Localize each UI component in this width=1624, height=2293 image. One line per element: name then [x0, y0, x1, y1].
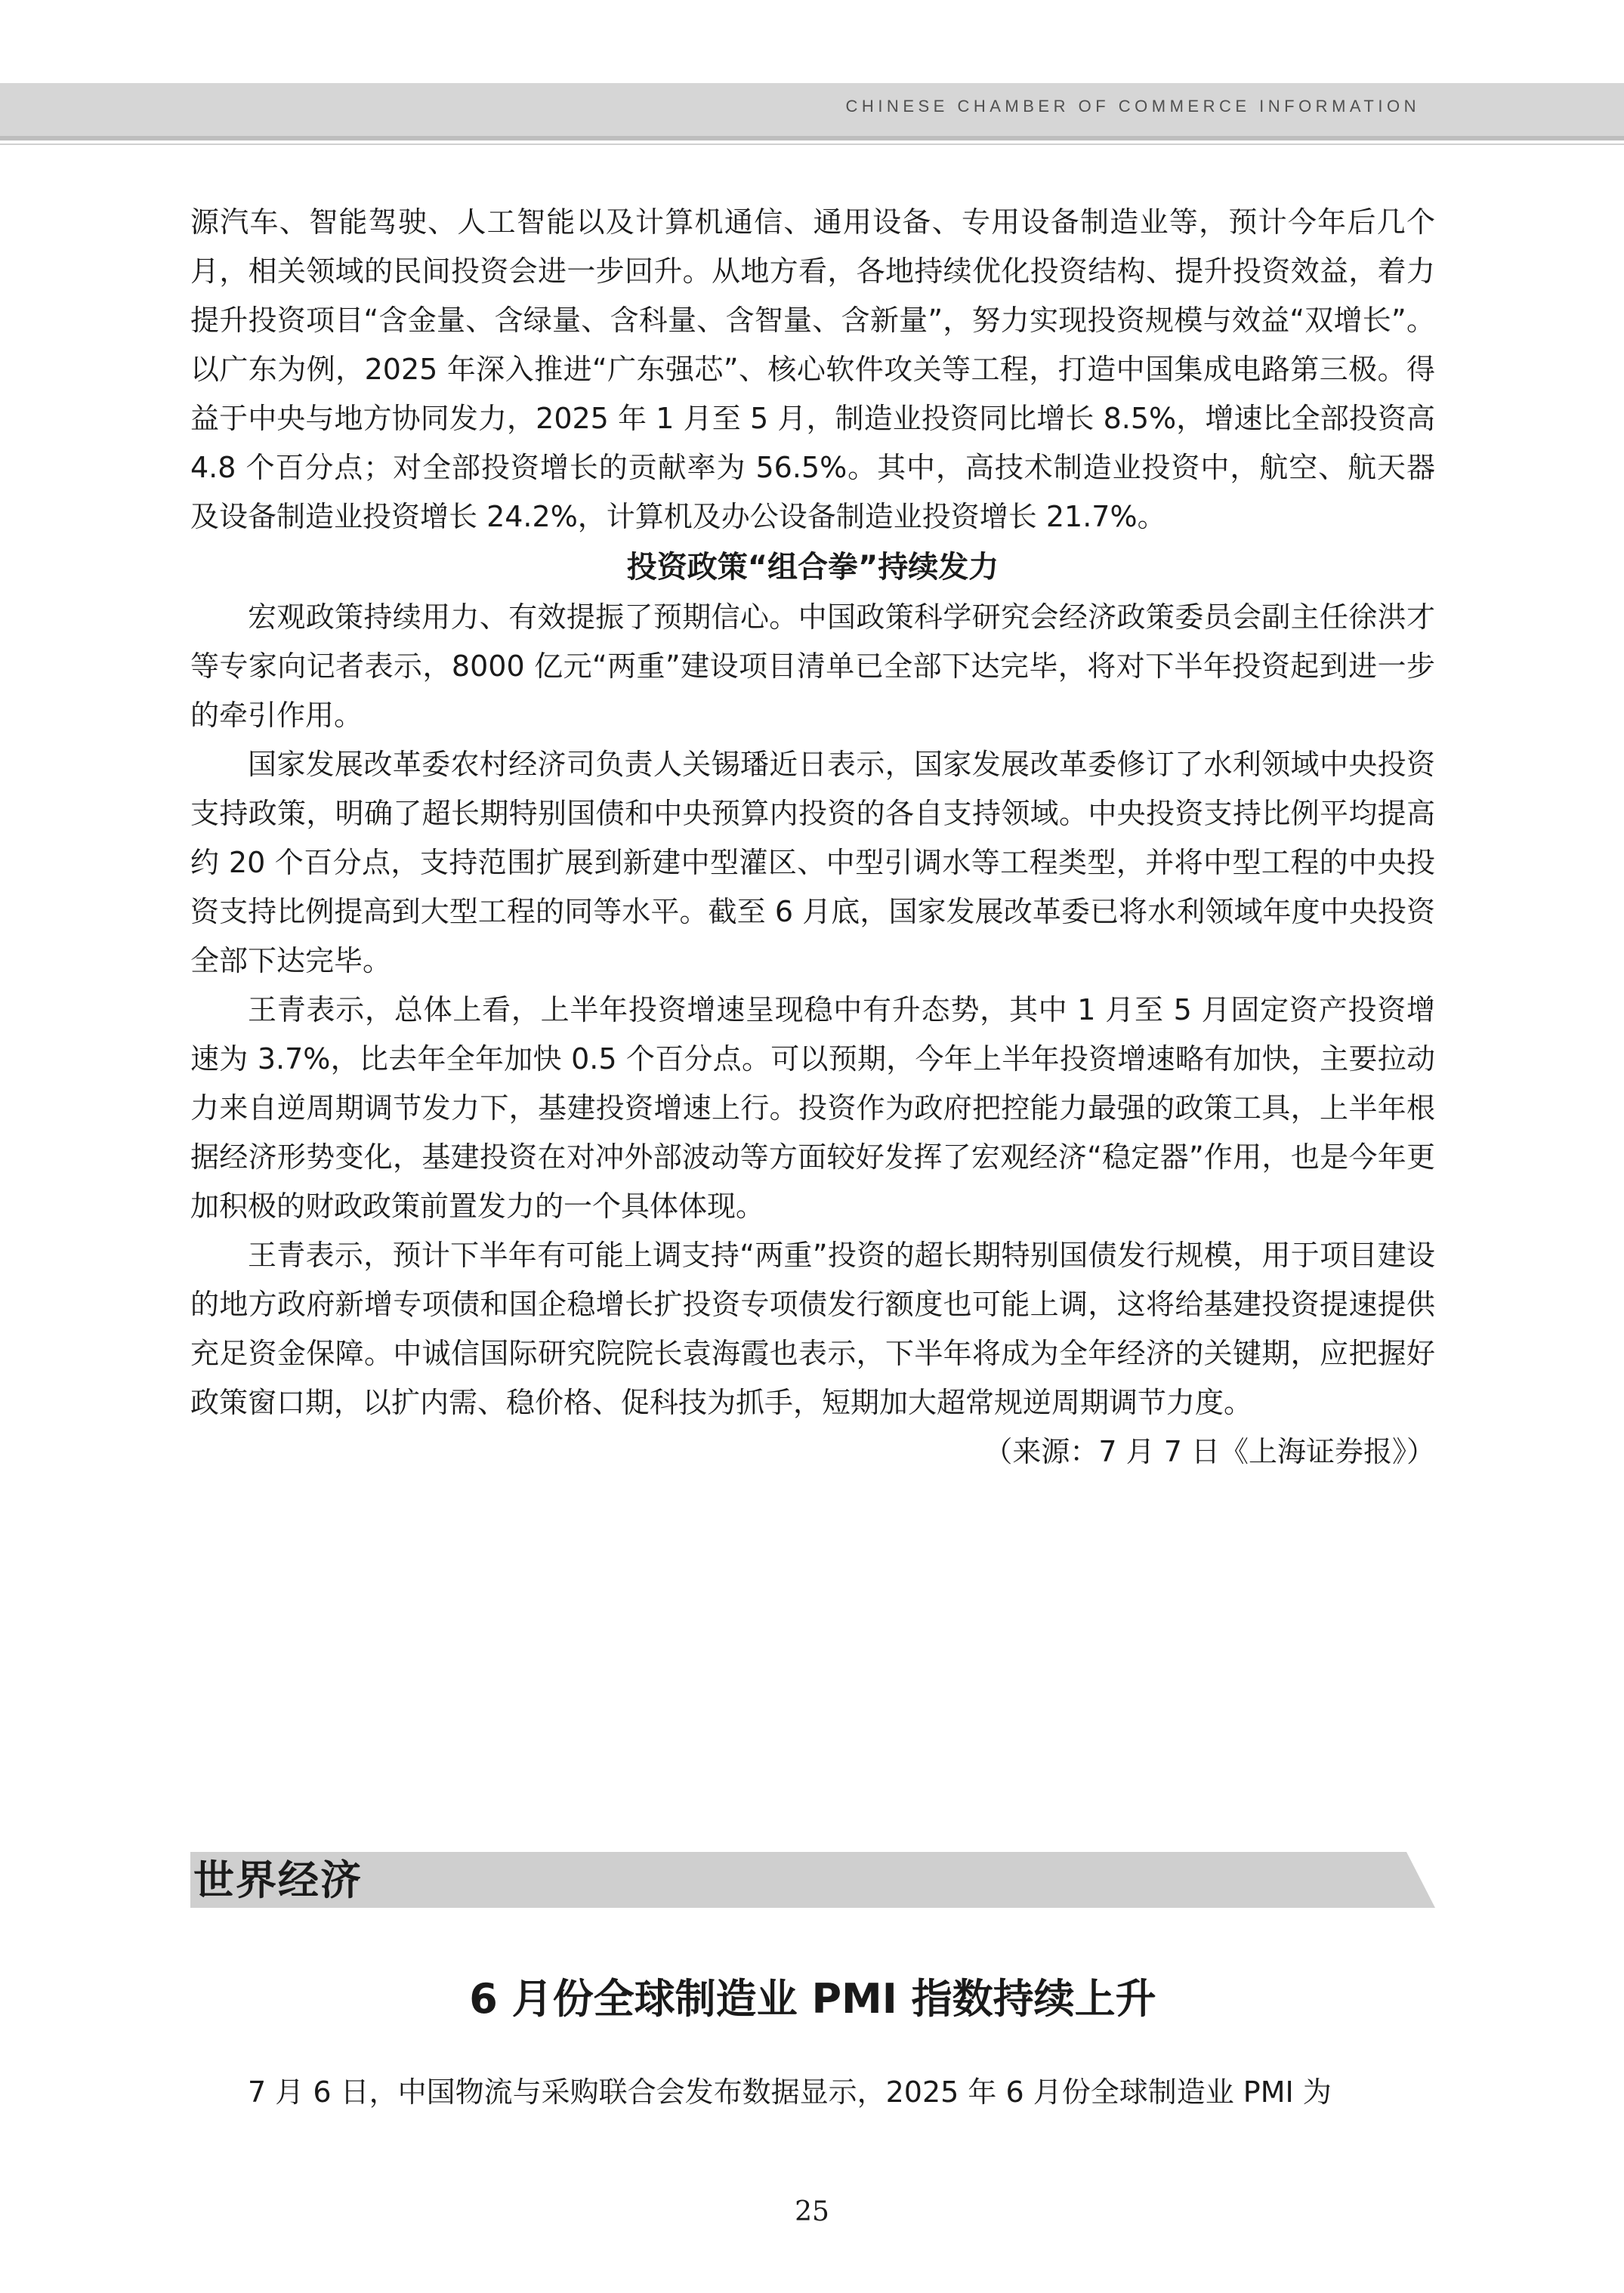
page-number: 25 — [795, 2196, 829, 2227]
section-band — [190, 1852, 1435, 1908]
running-header: CHINESE CHAMBER OF COMMERCE INFORMATION — [845, 97, 1420, 116]
paragraph: 王青表示，总体上看，上半年投资增速呈现稳中有升态势，其中 1 月至 5 月固定资产投资增速为 3.7%，比去年全年加快 0.5 个百分点。可以预期，今年上半年投资增速略有加快，主要拉动力来自逆周期调节发力下，基建投资增速上行。投资作为政府把控能力最强的政策工具，上半年根据经济形势变化，基建投资在对冲外部波动等方面较好发挥了宏观经济“稳定器”作用，也是今年更加积极的财政政策前置发力的一个具体体现。 — [190, 993, 1435, 1223]
paragraph: 王青表示，预计下半年有可能上调支持“两重”投资的超长期特别国债发行规模，用于项目建设的地方政府新增专项债和国企稳增长扩投资专项债发行额度也可能上调，这将给基建投资提速提供充足资金保障。中诚信国际研究院院长袁海霞也表示，下半年将成为全年经济的关键期，应把握好政策窗口期，以扩内需、稳价格、促科技为抓手，短期加大超常规逆周期调节力度。 — [190, 1239, 1435, 1419]
source-citation: （来源：7 月 7 日《上海证券报》） — [983, 1435, 1435, 1468]
article-title: 6 月份全球制造业 PMI 指数持续上升 — [469, 1975, 1156, 2023]
header-rule — [0, 136, 1624, 140]
paragraph: 宏观政策持续用力、有效提振了预期信心。中国政策科学研究会经济政策委员会副主任徐洪才等专家向记者表示，8000 亿元“两重”建设项目清单已全部下达完毕，将对下半年投资起到进一步的牵引作用。 — [190, 600, 1435, 732]
section-title: 世界经济 — [193, 1856, 363, 1904]
article-continued — [190, 198, 1435, 1477]
subheading: 投资政策“组合拳”持续发力 — [626, 550, 999, 585]
paragraph: 7 月 6 日，中国物流与采购联合会发布数据显示，2025 年 6 月份全球制造业 PMI 为 — [248, 2075, 1332, 2109]
paragraph-continued: 源汽车、智能驾驶、人工智能以及计算机通信、通用设备、专用设备制造业等，预计今年后几个月，相关领域的民间投资会进一步回升。从地方看，各地持续优化投资结构、提升投资效益，着力提升投资项目“含金量、含绿量、含科量、含智量、含新量”，努力实现投资规模与效益“双增长”。以广东为例，2025 年深入推进“广东强芯”、核心软件攻关等工程，打造中国集成电路第三极。得益于中央与地方协同发力，2025 年 1 月至 5 月，制造业投资同比增长 8.5%，增速比全部投资高 4.8 个百分点；对全部投资增长的贡献率为 56.5%。其中，高技术制造业投资中，航空、航天器及设备制造业投资增长 24.2%，计算机及办公设备制造业投资增长 21.7%。 — [190, 205, 1435, 533]
header-rule-thin — [0, 144, 1624, 145]
article-body — [190, 2068, 1435, 2117]
paragraph: 国家发展改革委农村经济司负责人关锡璠近日表示，国家发展改革委修订了水利领域中央投资支持政策，明确了超长期特别国债和中央预算内投资的各自支持领域。中央投资支持比例平均提高约 20 个百分点，支持范围扩展到新建中型灌区、中型引调水等工程类型，并将中型工程的中央投资支持比例提高到大型工程的同等水平。截至 6 月底，国家发展改革委已将水利领域年度中央投资全部下达完毕。 — [190, 748, 1435, 977]
